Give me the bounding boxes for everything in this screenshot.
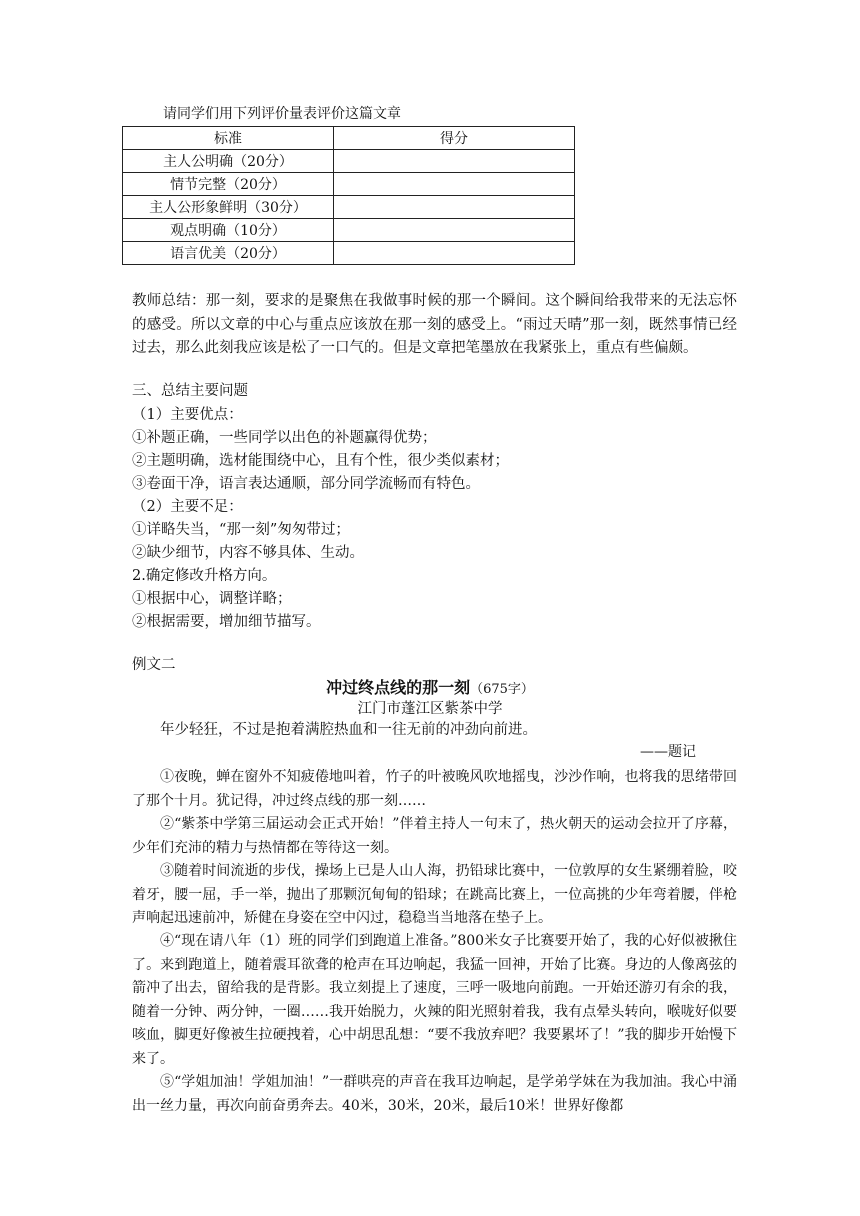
essay-title: 冲过终点线的那一刻 [326,678,471,697]
criterion-cell: 主人公形象鲜明（30分） [123,196,334,219]
teacher-summary: 教师总结：那一刻，要求的是聚焦在我做事时候的那一个瞬间。这个瞬间给我带来的无法忘怀的感受。所以文章的中心与重点应该放在那一刻的感受上。“雨过天晴”那一刻，既然事情已经过去，那么此刻我应该是松了一口气的。但是文章把笔墨放在我紧张上，重点有些偏颇。 [132,293,737,356]
list-item: ①根据中心，调整详略； [132,591,292,607]
epigraph: 年少轻狂，不过是抱着满腔热血和一往无前的冲劲向前进。 [160,722,537,738]
essay-paragraph: ①夜晚，蝉在窗外不知疲倦地叫着，竹子的叶被晚风吹地摇曳，沙沙作响，也将我的思绪带回了那个十月。犹记得，冲过终点线的那一刻…… [132,769,737,809]
rubric-intro: 请同学们用下列评价量表评价这篇文章 [163,106,401,122]
example-label: 例文二 [132,657,176,673]
header-criterion: 标准 [123,127,334,150]
essay-paragraph: ④“现在请八年（1）班的同学们到跑道上准备。”800米女子比赛要开始了，我的心好似被揪住了。来到跑道上，随着震耳欲聋的枪声在耳边响起，我猛一回神，开始了比赛。身边的人像离弦的箭冲了出去，留给我的是背影。我立刻提上了速度，三呼一吸地向前跑。一开始还游刃有余的我，随着一分钟、两分钟，一圈……我开始脱力，火辣的阳光照射着我，我有点晕头转向，喉咙好似要咳血，脚更好像被生拉硬拽着，心中胡思乱想：“要不我放弃吧？我要累坏了！”我的脚步开始慢下来了。 [132,933,737,1067]
criterion-cell: 主人公明确（20分） [123,150,334,173]
list-item: ①详略失当，“那一刻”匆匆带过； [132,522,350,538]
essay-title-line [0,675,860,698]
list-item: ②主题明确，选材能围绕中心，且有个性，很少类似素材； [132,453,509,469]
table-row [123,173,575,196]
section-heading: 三、总结主要问题 [132,383,248,399]
score-cell [334,173,575,196]
list-item: ①补题正确，一些同学以出色的补题赢得优势； [132,430,437,446]
epigraph-signature: ——题记 [640,744,696,760]
revise-heading: 2.确定修改升格方向。 [132,568,277,584]
essay-paragraph: ⑤“学姐加油！学姐加油！”一群哄亮的声音在我耳边响起，是学弟学妹在为我加油。我心中涌出一丝力量，再次向前奋勇奔去。40米，30米，20米，最后10米！世界好像都 [132,1074,737,1114]
table-header-row [123,127,575,150]
list-item: ②根据需要，增加细节描写。 [132,614,321,630]
table-row [123,196,575,219]
header-score: 得分 [334,127,575,150]
word-count: （675字） [470,682,534,697]
score-cell [334,219,575,242]
score-cell [334,242,575,265]
criterion-cell: 语言优美（20分） [123,242,334,265]
criterion-cell: 情节完整（20分） [123,173,334,196]
table-row [123,219,575,242]
weaknesses-heading: （2）主要不足： [132,499,243,515]
score-cell [334,196,575,219]
essay-paragraph: ②“紫茶中学第三届运动会正式开始！”伴着主持人一句末了，热火朝天的运动会拉开了序幕，少年们充沛的精力与热情都在等待这一刻。 [132,816,737,856]
criterion-cell: 观点明确（10分） [123,219,334,242]
list-item: ③卷面干净，语言表达通顺，部分同学流畅而有特色。 [132,476,480,492]
score-cell [334,150,575,173]
school-name: 江门市蓬江区紫茶中学 [357,701,503,717]
table-row [123,242,575,265]
evaluation-rubric-table [122,126,575,265]
essay-paragraph: ③随着时间流逝的步伐，操场上已是人山人海，扔铅球比赛中，一位敦厚的女生紧绷着脸，咬着牙，腰一屈，手一举，抛出了那颗沉甸甸的铅球；在跳高比赛上，一位高挑的少年弯着腰，伴枪声响起迅速前冲，矫健在身姿在空中闪过，稳稳当当地落在垫子上。 [132,863,737,926]
table-row [123,150,575,173]
list-item: ②缺少细节，内容不够具体、生动。 [132,545,364,561]
strengths-heading: （1）主要优点： [132,407,243,423]
